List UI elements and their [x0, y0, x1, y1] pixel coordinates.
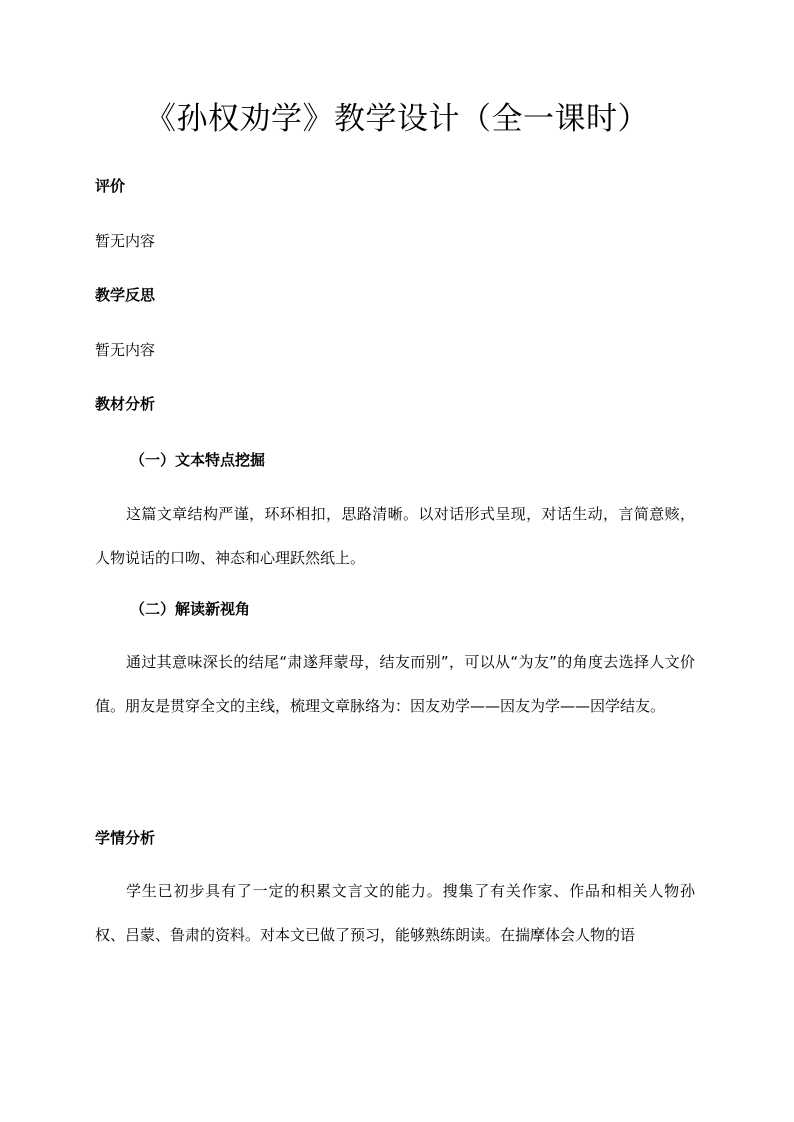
section-heading-evaluation: 评价	[95, 177, 126, 195]
subsection-heading-text-features: （一）文本特点挖掘	[130, 451, 266, 469]
evaluation-content: 暂无内容	[95, 232, 156, 250]
subsection-heading-new-perspective: （二）解读新视角	[130, 600, 251, 618]
text-features-paragraph: 这篇文章结构严谨，环环相扣，思路清晰。以对话形式呈现，对话生动，言简意赅，人物说话的口吻、神态和心理跃然纸上。	[95, 505, 695, 567]
section-heading-learner-analysis: 学情分析	[95, 829, 156, 847]
section-heading-material-analysis: 教材分析	[95, 395, 156, 413]
reflection-content: 暂无内容	[95, 341, 156, 359]
section-heading-reflection: 教学反思	[95, 286, 156, 304]
new-perspective-paragraph: 通过其意味深长的结尾“肃遂拜蒙母，结友而别”，可以从“为友”的角度去选择人文价值。朋友是贯穿全文的主线，梳理文章脉络为：因友劝学——因友为学——因学结友。	[95, 653, 695, 715]
document-title: 《孙权劝学》教学设计（全一课时）	[145, 101, 649, 137]
learner-analysis-paragraph: 学生已初步具有了一定的积累文言文的能力。搜集了有关作家、作品和相关人物孙权、吕蒙、鲁肃的资料。对本文已做了预习，能够熟练朗读。在揣摩体会人物的语	[95, 882, 695, 944]
